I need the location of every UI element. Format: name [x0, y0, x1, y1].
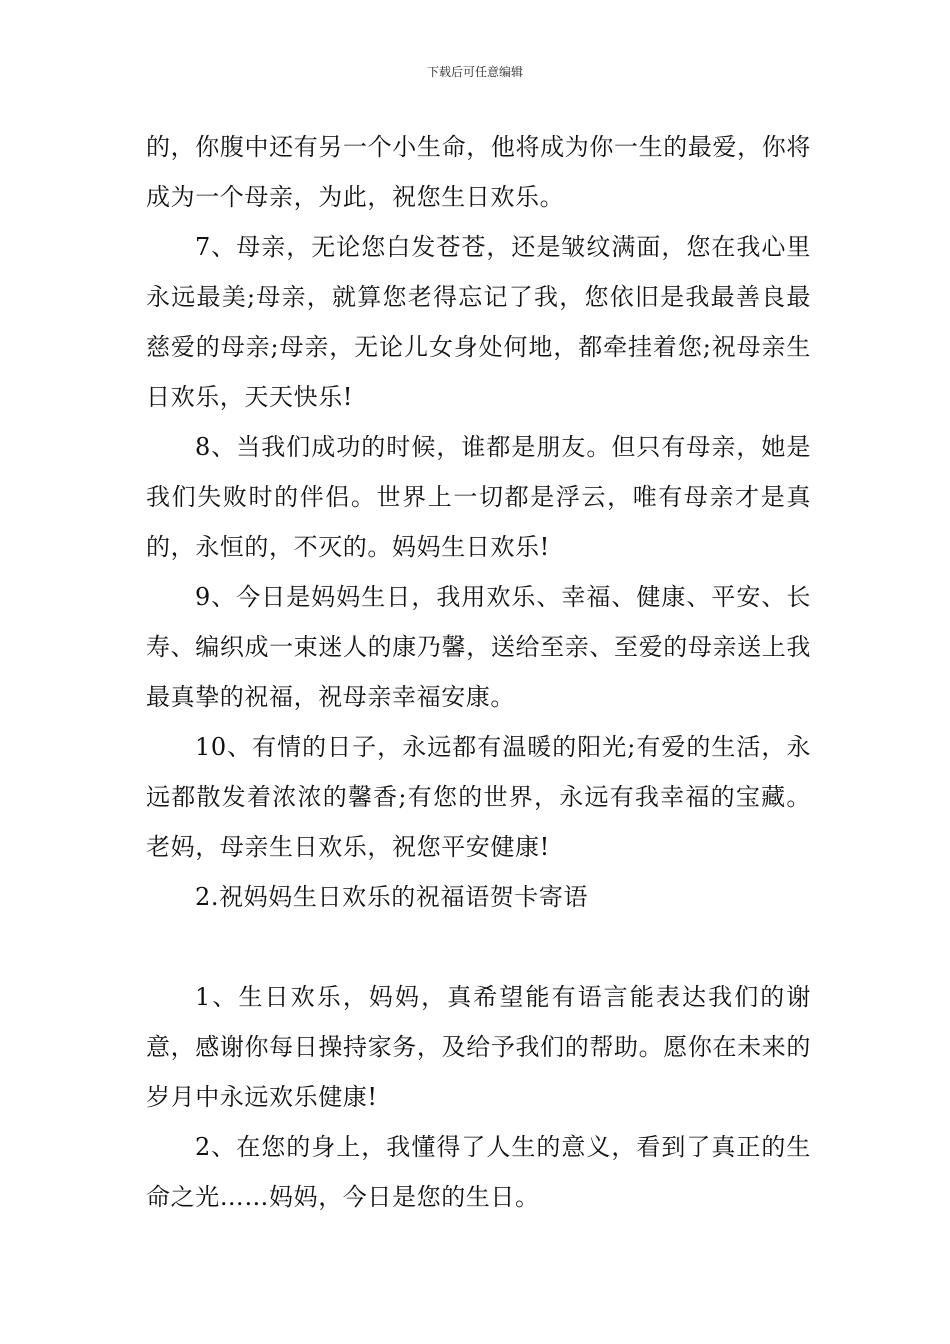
paragraph-item-1: 1、生日欢乐，妈妈，真希望能有语言能表达我们的谢意，感谢你每日操持家务，及给予我们的帮助。愿你在未来的岁月中永远欢乐健康! — [146, 983, 811, 1111]
page-header-note: 下载后可任意编辑 — [426, 65, 523, 79]
paragraph-item-8: 8、当我们成功的时候，谁都是朋友。但只有母亲，她是我们失败时的伴侣。世界上一切都是浮云，唯有母亲才是真的，永恒的，不灭的。妈妈生日欢乐! — [146, 433, 811, 561]
document-body — [146, 122, 811, 1222]
paragraph-item-7: 7、母亲，无论您白发苍苍，还是皱纹满面，您在我心里永远最美;母亲，就算您老得忘记了我，您依旧是我最善良最慈爱的母亲;母亲，无论儿女身处何地，都牵挂着您;祝母亲生日欢乐，天天快乐! — [146, 233, 811, 411]
paragraph-continuation: 的，你腹中还有另一个小生命，他将成为你一生的最爱，你将成为一个母亲，为此，祝您生日欢乐。 — [146, 133, 811, 211]
section-heading: 2.祝妈妈生日欢乐的祝福语贺卡寄语 — [195, 883, 589, 911]
paragraph-item-10: 10、有情的日子，永远都有温暖的阳光;有爱的生活，永远都散发着浓浓的馨香;有您的世界，永远有我幸福的宝藏。老妈，母亲生日欢乐，祝您平安健康! — [146, 733, 811, 861]
paragraph-item-2: 2、在您的身上，我懂得了人生的意义，看到了真正的生命之光……妈妈，今日是您的生日。 — [146, 1133, 811, 1211]
paragraph-item-9: 9、今日是妈妈生日，我用欢乐、幸福、健康、平安、长寿、编织成一束迷人的康乃馨，送给至亲、至爱的母亲送上我最真挚的祝福，祝母亲幸福安康。 — [146, 583, 811, 711]
blank-line — [146, 922, 811, 972]
